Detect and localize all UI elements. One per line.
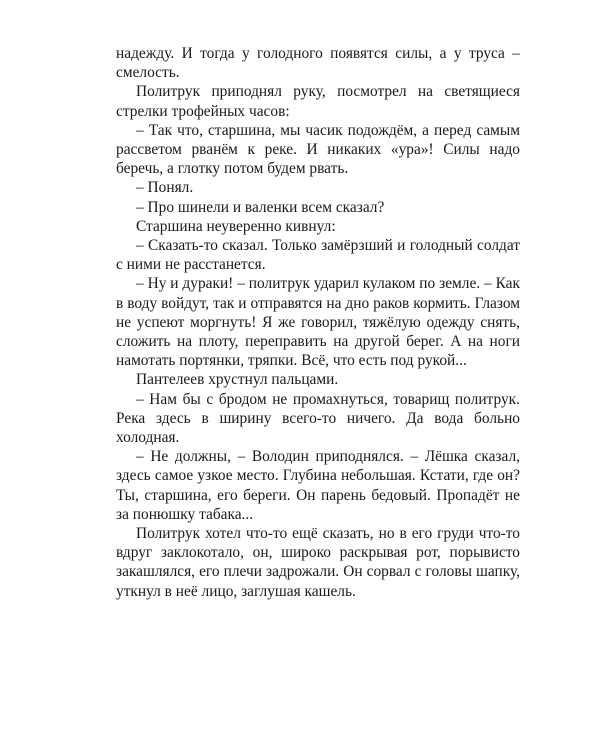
paragraph-2: Политрук приподнял руку, посмотрел на светящиеся стрелки трофейных часов: [116, 83, 520, 120]
paragraph-5: – Про шинели и валенки всем сказал? [136, 198, 385, 216]
paragraph-4: – Понял. [136, 179, 194, 197]
page-text [116, 44, 520, 601]
paragraph-9: Пантелеев хрустнул пальцами. [136, 371, 339, 389]
paragraph-7: – Сказать-то сказал. Только замёрзший и голодный солдат с ними не расстанется. [116, 237, 520, 274]
paragraph-10: – Нам бы с бродом не промахнуться, товарищ политрук. Река здесь в ширину всего-то ничего. Да вода больно холодная. [116, 390, 520, 447]
paragraph-3: – Так что, старшина, мы часик подождём, а перед самым рассветом рванём к реке. И никаких «ура»! Силы надо беречь, а глотку потом будем рвать. [116, 121, 520, 178]
paragraph-12: Политрук хотел что-то ещё сказать, но в его груди что-то вдруг заклокотало, он, широко раскрывая рот, порывисто закашлялся, его плечи задрожали. Он сорвал с головы шапку, уткнул в неё лицо, заглушая кашель. [116, 525, 520, 600]
paragraph-6: Старшина неуверенно кивнул: [136, 217, 336, 235]
paragraph-11: – Не должны, – Володин приподнялся. – Лёшка сказал, здесь самое узкое место. Глубина небольшая. Кстати, где он? Ты, старшина, его береги. Он парень бедовый. Пропадёт не за понюшку табака... [116, 448, 520, 523]
paragraph-8: – Ну и дураки! – политрук ударил кулаком по земле. – Как в воду войдут, так и отправятся на дно раков кормить. Глазом не успеют моргнуть! Я же говорил, тяжёлую одежду снять, сложить на плоту, переправить на другой берег. А на ноги намотать портянки, тряпки. Всё, что есть под рукой... [116, 275, 520, 370]
paragraph-1: надежду. И тогда у голодного появятся силы, а у труса – смелость. [116, 45, 520, 82]
